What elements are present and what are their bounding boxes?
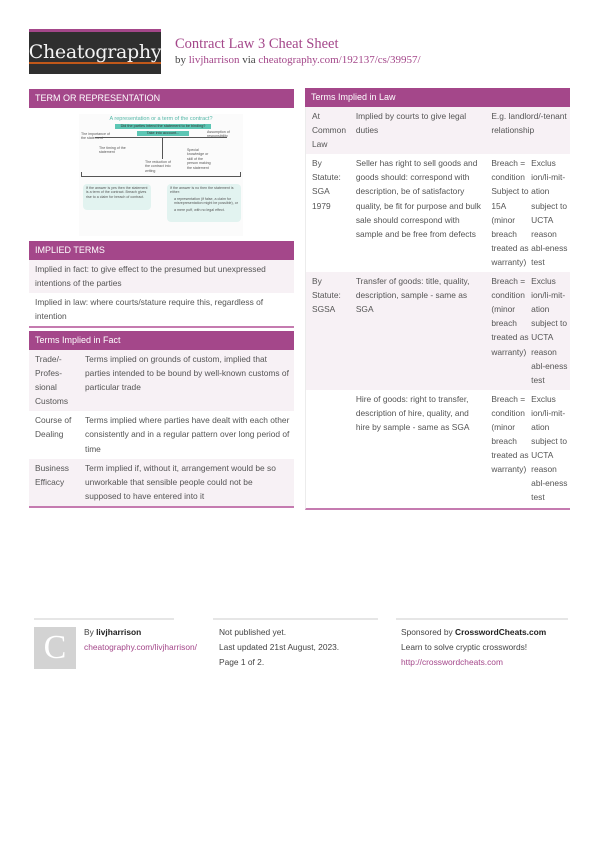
logo-text: Cheatography	[28, 41, 162, 63]
footer-status	[219, 625, 339, 670]
term-cell: Course of Dealing	[35, 415, 72, 440]
diagram-no-item: a representation (if false, a claim for misrepresentation might be possible), or	[174, 196, 238, 206]
diagram-factor: The reduction of the contract into writing	[145, 160, 171, 173]
breach-cell: Breach = condition (minor breach treated as warranty)	[491, 276, 529, 357]
page-title: Contract Law 3 Cheat Sheet	[175, 36, 339, 52]
footer-author-name[interactable]: livjharrison	[96, 627, 142, 637]
byline-prefix: by	[175, 54, 189, 66]
table-row	[306, 154, 570, 272]
list-item: Implied in fact: to give effect to the presumed but unexpressed intentions of the parties	[29, 260, 294, 293]
exclusion-cell: Exclus ion/li-mit-ation subject to UCTA reason abl-eness test	[531, 393, 568, 503]
author-link[interactable]: livjharrison	[188, 54, 240, 66]
last-updated: Last updated 21st August, 2023.	[219, 642, 340, 652]
category-cell	[306, 392, 350, 505]
table-row	[29, 411, 294, 458]
desc-cell: Terms implied where parties have dealt with each other consistently and in a regular pattern over long period of time	[85, 415, 290, 454]
footer-divider	[396, 618, 568, 620]
footer-sponsor	[401, 625, 546, 670]
breach-cell: Breach = condition Subject to 15A (minor breach treated as warranty)	[491, 158, 529, 267]
author-avatar[interactable]: C	[34, 627, 76, 669]
table-row	[29, 459, 294, 506]
diagram-question: Did the parties intend the statement to be binding?	[115, 124, 211, 129]
sponsor-name[interactable]: CrosswordCheats.com	[455, 627, 547, 637]
footer-divider	[213, 618, 378, 620]
diagram-take-into-account: Take into account...	[137, 131, 189, 136]
section-terms-implied-in-fact	[29, 331, 294, 508]
term-cell: Business Efficacy	[35, 462, 69, 487]
breach-cell: Breach = condition (minor breach treated as warranty)	[491, 393, 529, 475]
diagram-factor: Assumption of responsibility	[207, 130, 230, 139]
description-cell: Implied by courts to give legal duties	[355, 111, 467, 136]
table-row	[29, 350, 294, 411]
publish-status: Not published yet.	[219, 627, 287, 637]
sponsor-prefix: Sponsored by	[401, 627, 456, 637]
table-row	[306, 272, 570, 390]
diagram-bracket	[81, 176, 241, 177]
exclusion-cell: Exclus ion/li-mit-ation subject to UCTA reason abl-eness test	[531, 158, 568, 267]
footer-divider	[34, 618, 174, 620]
diagram-no-box	[167, 184, 241, 222]
description-cell: Transfer of goods: title, quality, description, sample - same as SGA	[355, 276, 470, 315]
section-header: IMPLIED TERMS	[29, 241, 294, 260]
sponsor-tagline: Learn to solve cryptic crosswords!	[401, 642, 528, 652]
note-cell: E.g. landlord/-tenant relationship	[491, 111, 567, 136]
diagram-no-intro: If the answer is no then the statement is either:	[170, 186, 234, 195]
title-block	[175, 36, 421, 68]
description-cell: Hire of goods: right to transfer, description of hire, quality, and hire by sample - same as SGA	[355, 393, 470, 432]
table-row	[306, 107, 570, 154]
category-cell: By Statute: SGSA	[312, 276, 341, 315]
byline-via: via	[239, 54, 259, 66]
section-term-or-representation	[29, 89, 294, 256]
section-terms-implied-in-law	[305, 88, 570, 510]
section-body	[29, 108, 294, 256]
section-header: TERM OR REPRESENTATION	[29, 89, 294, 108]
footer-author	[84, 625, 197, 655]
diagram-yes-box: If the answer is yes then the statement is a term of the contract. Breach gives rise to a claim for breach of contract.	[83, 184, 151, 210]
section-body	[29, 260, 294, 328]
page-indicator: Page 1 of 2.	[219, 657, 265, 667]
section-header: Terms Implied in Fact	[29, 331, 294, 350]
list-item: Implied in law: where courts/stature require this, regardless of intention	[29, 293, 294, 326]
footer-author-line	[84, 625, 197, 640]
sponsor-link[interactable]: http://crosswordcheats.com	[401, 657, 503, 667]
diagram-title: A representation or a term of the contract?	[109, 116, 213, 122]
diagram-no-item: a mere puff, with no legal effect.	[174, 207, 225, 212]
diagram-bracket	[81, 172, 82, 176]
desc-cell: Term implied if, without it, arrangement would be so unworkable that sensible people could not be supposed to have entered into it	[85, 462, 276, 501]
description-cell: Seller has right to sell goods and goods should: correspond with description, be of satisfactory quality, be fit for purpose and bulk sale should correspond with sample and be free from defects	[355, 158, 481, 239]
category-cell: At Common Law	[312, 111, 346, 150]
section-body	[29, 350, 294, 508]
section-body	[305, 107, 570, 510]
sheet-url-link[interactable]: cheatography.com/192137/cs/39957/	[258, 54, 421, 66]
footer-author-link[interactable]: cheatography.com/livjharrison/	[84, 642, 197, 652]
section-implied-terms	[29, 241, 294, 328]
cheatography-logo[interactable]	[29, 29, 161, 74]
diagram-factor: The timing of the statement	[99, 146, 126, 155]
sponsor-line	[401, 625, 546, 640]
desc-cell: Terms implied on grounds of custom, implied that parties intended to be bound by well-known customs of particular trade	[85, 354, 289, 393]
diagram-factor: Special knowledge or skill of the person making the statement	[187, 148, 211, 170]
section-header: Terms Implied in Law	[305, 88, 570, 107]
by-prefix: By	[84, 627, 97, 637]
diagram-factor: The importance of the statement	[81, 132, 110, 141]
term-vs-representation-diagram	[79, 114, 243, 236]
category-cell: By Statute: SGA 1979	[312, 158, 341, 211]
exclusion-cell: Exclus ion/li-mit-ation subject to UCTA reason abl-eness test	[531, 276, 568, 385]
term-cell: Trade/-Profes-sional Customs	[35, 354, 69, 407]
table-row	[306, 390, 570, 508]
byline	[175, 53, 421, 68]
diagram-bracket	[240, 172, 241, 176]
diagram-line	[162, 137, 163, 159]
